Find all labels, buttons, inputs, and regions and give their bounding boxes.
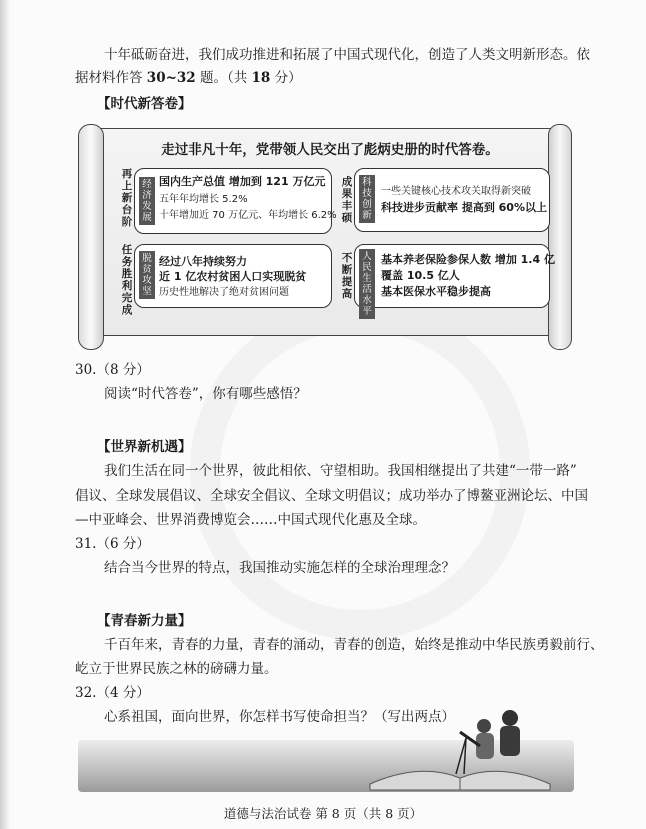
page-edge-shadow	[0, 0, 10, 829]
section2-line-1: 我们生活在同一个世界，彼此相依、守望相助。我国相继提出了共建“一带一路”	[104, 463, 577, 479]
card-poverty-line-1	[159, 255, 247, 270]
card-economy-line-1	[159, 175, 325, 190]
section3-line-1: 千百年来，青春的力量，青春的涌动，青春的创造，始终是推动中华民族勇毅前行、	[104, 637, 604, 653]
card-livelihood-line-2	[381, 269, 460, 284]
question-30-number: 30.（8 分）	[75, 362, 150, 378]
intro-line-2-mid: 题。（共	[195, 70, 252, 86]
card-livelihood-text-1: 基本养老保险参保人数 增加 1.4 亿	[381, 253, 555, 266]
card-poverty	[134, 244, 332, 308]
question-31-number: 31.（6 分）	[75, 536, 150, 552]
question-31-text: 结合当今世界的特点，我国推动实施怎样的全球治理理念？	[104, 560, 455, 576]
section-heading-era: 【时代新答卷】	[97, 96, 192, 112]
card-tag-economy: 经济发展	[139, 177, 155, 225]
card-tag-livelihood: 人民生活水平	[359, 249, 375, 319]
intro-line-2-post: 分）	[270, 70, 302, 86]
side-label-improving: 不断提高	[341, 252, 353, 300]
section3-line-2: 屹立于世界民族之林的磅礴力量。	[75, 661, 278, 677]
card-tag-poverty: 脱贫攻坚	[139, 251, 155, 299]
section2-line-2: 倡议、全球发展倡议、全球安全倡议、全球文明倡议；成功举办了博鳌亚洲论坛、中国	[75, 488, 588, 504]
card-tech-line-1: 一些关键核心技术攻关取得新突破	[381, 186, 531, 197]
card-economy-line-3: 十年增加近 70 万亿元、年均增长 6.2%	[159, 210, 337, 221]
card-tech-text-2: 科技进步贡献率 提高到 60%以上	[381, 201, 547, 214]
card-poverty-line-2	[159, 270, 306, 285]
card-poverty-text-1: 经过八年持续努力	[159, 255, 247, 268]
question-30-text: 阅读“时代答卷”，你有哪些感悟？	[104, 386, 307, 402]
question-32-number: 32.（4 分）	[75, 685, 150, 701]
card-livelihood-line-3	[381, 285, 491, 300]
section2-line-3: —中亚峰会、世界消费博览会……中国式现代化惠及全球。	[75, 512, 426, 528]
card-economy-line-2: 五年年均增长 5.2%	[159, 194, 248, 205]
card-tech-line-2	[381, 201, 547, 216]
side-label-task-complete: 任务胜利完成	[121, 244, 133, 316]
students-on-book-illustration	[360, 692, 560, 792]
intro-total-score: 18	[251, 70, 271, 86]
section-heading-youth: 【青春新力量】	[97, 613, 192, 629]
scroll-roll-right	[548, 124, 572, 350]
card-poverty-line-3: 历史性地解决了绝对贫困问题	[159, 287, 289, 298]
card-livelihood	[354, 244, 555, 317]
card-tech	[354, 168, 550, 232]
intro-line-1: 十年砥砺奋进，我们成功推进和拓展了中国式现代化，创造了人类文明新形态。依	[104, 47, 590, 63]
question-32-text: 心系祖国，面向世界，你怎样书写使命担当？（写出两点）	[104, 709, 455, 725]
side-label-new-level: 再上新台阶	[121, 168, 133, 228]
scroll-roll-left	[78, 124, 104, 350]
scroll-title: 走过非凡十年，党带领人民交出了彪炳史册的时代答卷。	[161, 142, 499, 158]
side-label-fruitful: 成果丰硕	[341, 176, 353, 224]
card-livelihood-text-3: 基本医保水平稳步提高	[381, 285, 491, 298]
card-economy-text-1: 国内生产总值 增加到 121 万亿元	[159, 175, 326, 188]
card-poverty-text-2: 近 1 亿农村贫困人口实现脱贫	[159, 270, 307, 283]
card-tag-tech: 科技创新	[359, 175, 375, 223]
intro-line-2	[75, 67, 302, 89]
card-livelihood-text-2: 覆盖 10.5 亿人	[381, 269, 460, 282]
card-livelihood-line-1	[381, 253, 555, 268]
card-economy	[134, 168, 337, 234]
intro-question-range: 30~32	[146, 70, 196, 86]
section-heading-world: 【世界新机遇】	[97, 439, 192, 455]
page-footer: 道德与法治试卷 第 8 页（共 8 页）	[223, 806, 423, 821]
intro-line-2-pre: 据材料作答	[75, 70, 147, 86]
